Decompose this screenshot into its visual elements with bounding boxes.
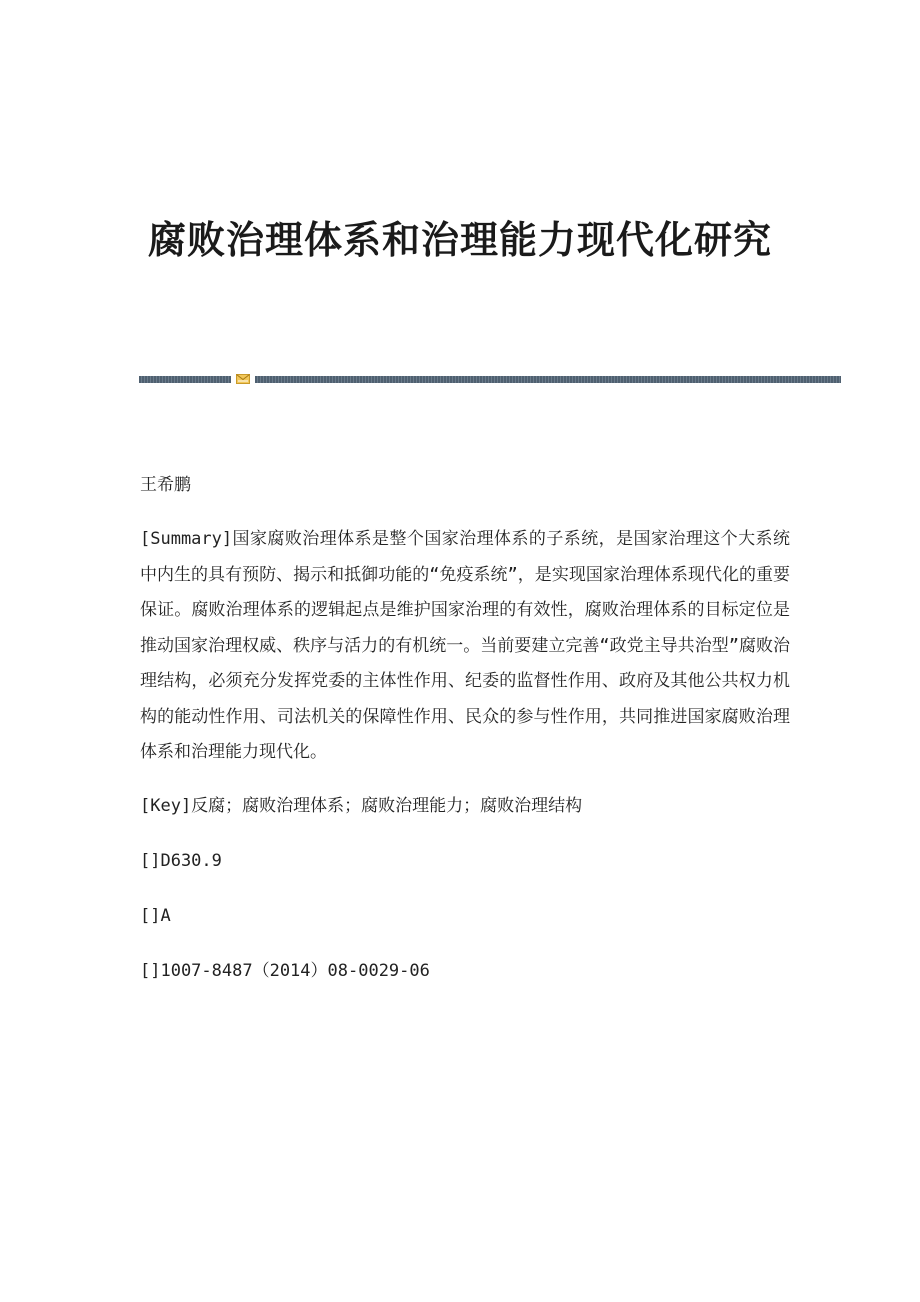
envelope-icon [236, 373, 250, 385]
page-title: 腐败治理体系和治理能力现代化研究 [147, 217, 772, 262]
author-name: 王希鹏 [140, 475, 191, 495]
abstract-paragraph: [Summary]国家腐败治理体系是整个国家治理体系的子系统，是国家治理这个大系统中内生的具有预防、揭示和抵御功能的“免疫系统”，是实现国家治理体系现代化的重要保证。腐败治理体系的逻辑起点是维护国家治理的有效性，腐败治理体系的目标定位是推动国家治理权威、秩序与活力的有机统一。当前要建立完善“政党主导共治型”腐败治理结构，必须充分发挥党委的主体性作用、纪委的监督性作用、政府及其他公共权力机构的能动性作用、司法机关的保障性作用、民众的参与性作用，共同推进国家腐败治理体系和治理能力现代化。 [140, 529, 790, 762]
divider-bar-right [255, 376, 841, 383]
divider-bar-left [139, 376, 231, 383]
document-code: []A [140, 905, 171, 926]
document-body [140, 468, 790, 989]
article-id: []1007-8487（2014）08-0029-06 [140, 960, 430, 981]
classification-number: []D630.9 [140, 850, 222, 871]
keywords-line: [Key]反腐；腐败治理体系；腐败治理能力；腐败治理结构 [140, 795, 583, 816]
title-divider [139, 372, 841, 386]
